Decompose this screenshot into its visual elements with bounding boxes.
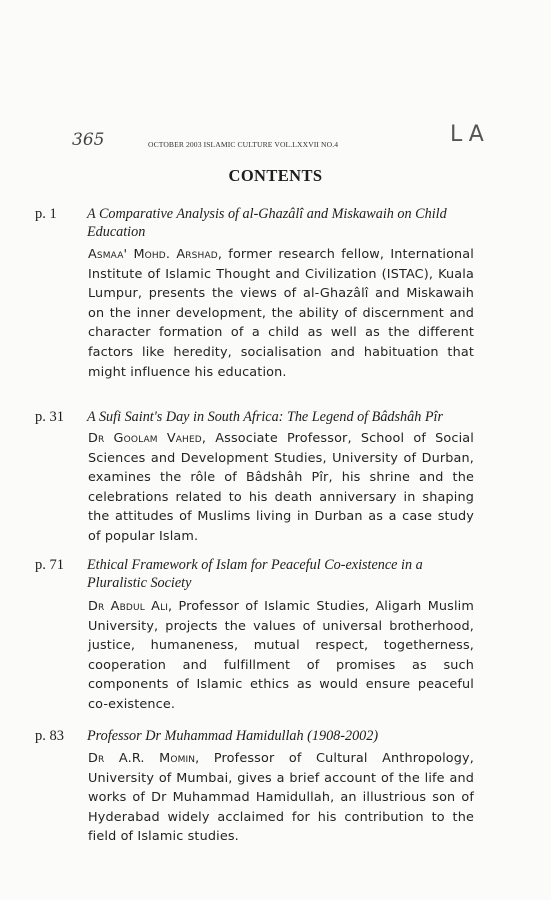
entry-abstract (88, 749, 474, 847)
entry-title: Professor Dr Muhammad Hamidullah (1908-2002) (87, 728, 379, 744)
entry-abstract (88, 429, 474, 547)
entry-abstract (88, 597, 474, 715)
entry-title: Ethical Framework of Islam for Peaceful Co-existence in a Pluralistic Society (87, 557, 423, 591)
entry-author: Dr Goolam Vahed (88, 431, 202, 446)
entry-author: Dr A.R. Momin (88, 751, 196, 766)
running-head: OCTOBER 2003 ISLAMIC CULTURE VOL.LXXVII NO.4 (148, 140, 339, 149)
entry-page-number: p. 71 (35, 557, 64, 573)
entry-abstract (88, 245, 474, 382)
entry-page-number: p. 83 (35, 728, 64, 744)
entry-author: Asmaa' Mohd. Arshad (88, 247, 218, 262)
entry-abstract-text: , former research fellow, International Institute of Islamic Thought and Civilization (ISTAC), Kuala Lumpur, presents the views of al-Ghazâlî and Miskawaih on the inner development, the ability of discernment and character formation of a child as well as the different factors like heredity, socialisation and habituation that might influence his education. (88, 247, 474, 380)
entry-abstract-text: , Professor of Islamic Studies, Aligarh Muslim University, projects the values of universal brotherhood, justice, humaneness, mutual respect, togetherness, cooperation and fulfillment of promises as such components of Islamic ethics as would ensure peaceful co-existence. (88, 599, 474, 712)
handwritten-initials: LA (450, 122, 490, 147)
handwritten-page-number: 365 (72, 130, 105, 150)
entry-abstract-text: , Professor of Cultural Anthropology, University of Mumbai, gives a brief account of the life and works of Dr Muhammad Hamidullah, an illustrious son of Hyderabad widely acclaimed for his contribution to the field of Islamic studies. (88, 751, 474, 845)
contents-title: CONTENTS (228, 166, 323, 185)
entry-page-number: p. 31 (35, 409, 64, 425)
entry-page-number: p. 1 (35, 206, 57, 222)
entry-author: Dr Abdul Ali (88, 599, 169, 614)
entry-title: A Comparative Analysis of al-Ghazâlî and Miskawaih on Child Education (87, 206, 447, 240)
entry-title: A Sufi Saint's Day in South Africa: The Legend of Bâdshâh Pîr (87, 409, 444, 425)
entry-abstract-text: , Associate Professor, School of Social Sciences and Development Studies, University of Durban, examines the rôle of Bâdshâh Pîr, his shrine and the celebrations related to his death anniversary in shaping the attitudes of Muslims living in Durban as a case study of popular Islam. (88, 431, 474, 544)
